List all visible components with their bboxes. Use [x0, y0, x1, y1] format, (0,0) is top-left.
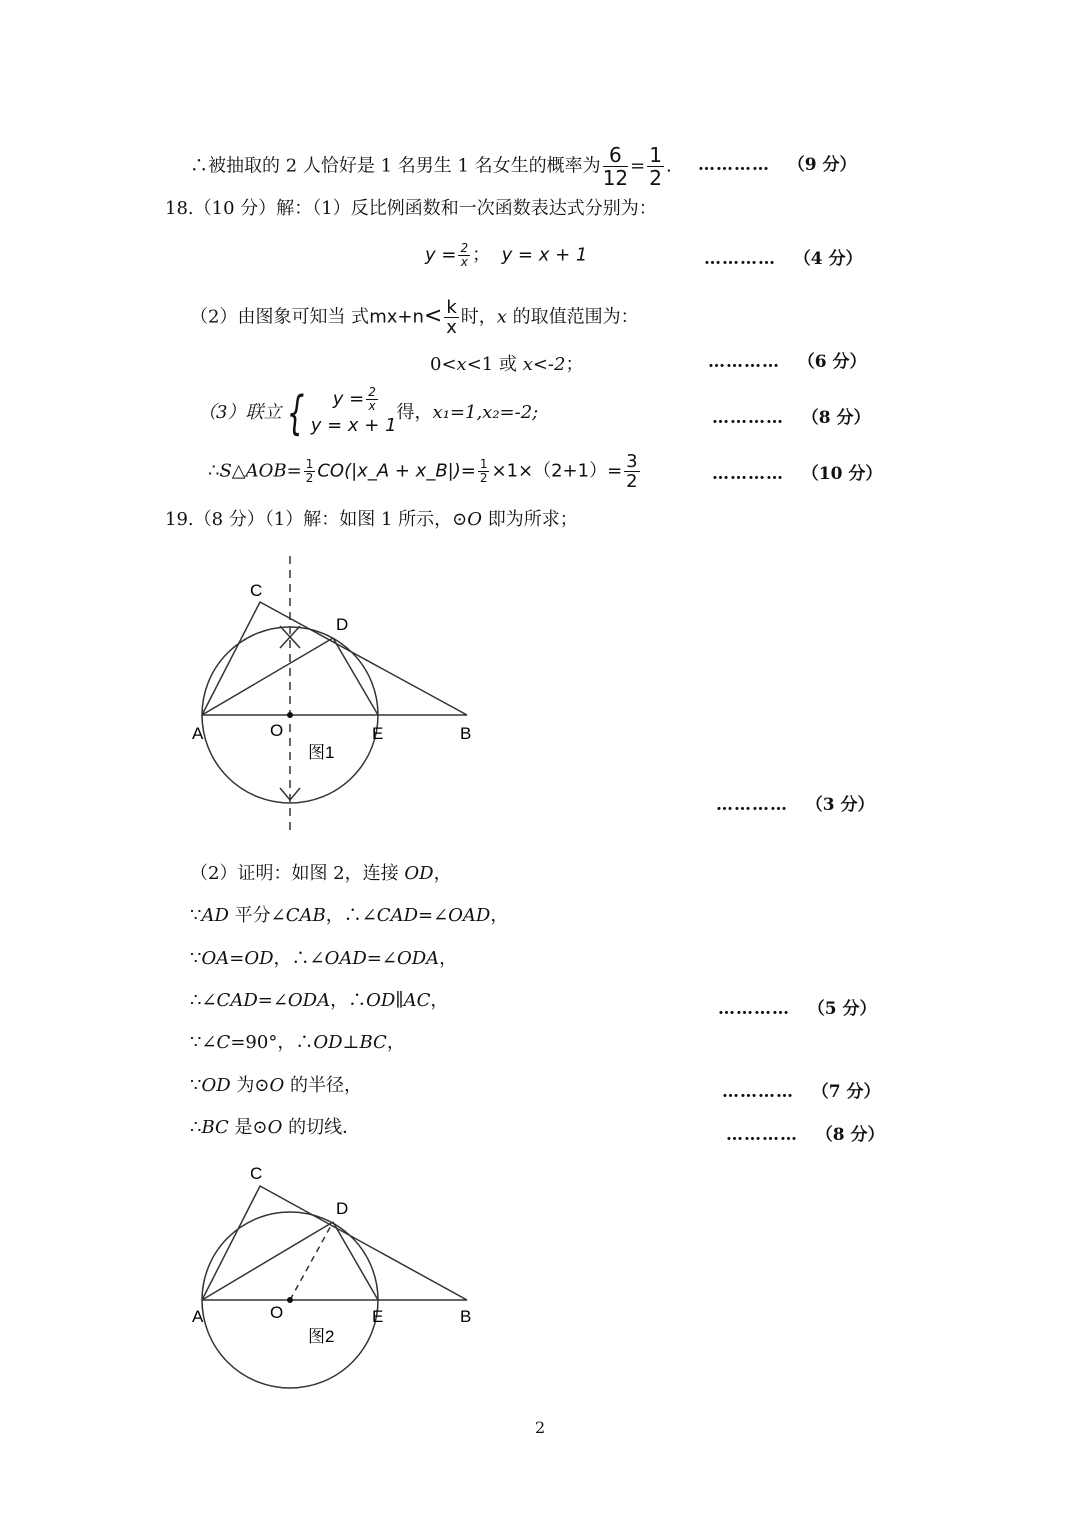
- score-8b: ………… （8 分）: [726, 1125, 885, 1145]
- svg-text:O: O: [270, 1303, 284, 1322]
- svg-text:E: E: [372, 724, 384, 743]
- svg-text:A: A: [192, 724, 204, 743]
- score-3: ………… （3 分）: [716, 795, 875, 815]
- center-point-o: [287, 712, 293, 718]
- q18-area: ∴S△AOB= $\frac{1}{2}$ CO(|x_A + x_B|)= $\frac{1}{2}$ ×1×（2+1）= $\frac{3}{2}$: [208, 451, 638, 492]
- score-9: ………… （9 分）: [698, 155, 857, 175]
- probability-conclusion: ∴被抽取的 2 人恰好是 1 名男生 1 名女生的概率为 $\frac{6}{12}$ = $\frac{1}{2}$ .: [190, 143, 672, 190]
- proof-line-5: ∵∠C=90°，∴OD⊥BC，: [190, 1032, 405, 1053]
- q19-heading: 19.（8 分）（1）解：如图 1 所示，⊙O 即为所求；: [165, 509, 578, 530]
- score-4: ………… （4 分）: [704, 249, 863, 269]
- fraction-1-2: $\frac{1}{2}$: [649, 143, 662, 190]
- svg-text:D: D: [336, 615, 349, 634]
- score-10: ………… （10 分）: [712, 464, 883, 484]
- score-6: ………… （6 分）: [708, 352, 867, 372]
- svg-text:A: A: [192, 1307, 204, 1326]
- proof-line-2: ∵AD 平分∠CAB，∴∠CAD=∠OAD，: [190, 905, 509, 926]
- q18-part3: （3）联立 { y = $\frac{2}{x}$ y = x + 1 得，x₁=1,x₂=-2;: [198, 385, 539, 440]
- figure-2-background: [190, 1158, 490, 1394]
- svg-text:B: B: [460, 724, 472, 743]
- svg-text:B: B: [460, 1307, 472, 1326]
- proof-line-3: ∵OA=OD，∴∠OAD=∠ODA，: [190, 948, 458, 969]
- figure-2: [190, 1158, 490, 1394]
- proof-line-7: ∴BC 是⊙O 的切线．: [190, 1117, 361, 1138]
- q18-range: 0<x<1 或 x<-2；: [430, 354, 584, 375]
- q18-expressions: y = $\frac{2}{x}$ ； y = x + 1: [425, 241, 588, 269]
- fraction-6-12: $\frac{6}{12}$: [602, 143, 629, 190]
- center-point-o: [287, 1297, 293, 1303]
- score-8a: ………… （8 分）: [712, 408, 871, 428]
- svg-text:图2: 图2: [308, 1327, 335, 1346]
- proof-line-6: ∵OD 为⊙O 的半径，: [190, 1075, 362, 1096]
- q18-heading: 18.（10 分）解：（1）反比例函数和一次函数表达式分别为：: [165, 198, 657, 219]
- proof-line-1: （2）证明：如图 2，连接 OD，: [190, 863, 452, 884]
- system-brace: {: [287, 385, 305, 440]
- score-5: ………… （5 分）: [718, 999, 877, 1019]
- page-number: 2: [535, 1418, 546, 1437]
- svg-text:D: D: [336, 1199, 349, 1218]
- svg-text:图1: 图1: [308, 743, 335, 762]
- svg-text:C: C: [250, 1164, 263, 1183]
- equation-system: y = $\frac{2}{x}$ y = x + 1: [310, 385, 397, 436]
- figure-1: [190, 550, 490, 840]
- svg-text:C: C: [250, 581, 263, 600]
- svg-text:E: E: [372, 1307, 384, 1326]
- proof-line-4: ∴∠CAD=∠ODA，∴OD∥AC，: [190, 990, 449, 1011]
- score-7: ………… （7 分）: [722, 1082, 881, 1102]
- q18-part2: （2）由图象可知当 式mx+n< $\frac{k}{x}$ 时，x 的取值范围为：: [190, 297, 639, 338]
- svg-text:O: O: [270, 721, 284, 740]
